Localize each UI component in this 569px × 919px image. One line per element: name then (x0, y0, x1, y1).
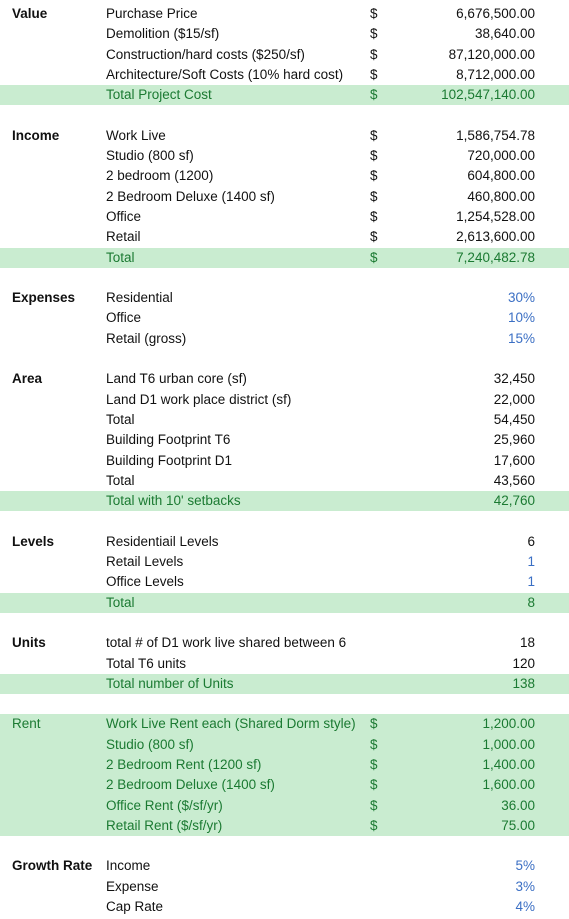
currency-symbol: $ (370, 66, 378, 82)
table-row[interactable] (0, 369, 569, 389)
row-label: Architecture/Soft Costs (10% hard cost) (106, 66, 344, 82)
table-row[interactable] (0, 633, 569, 653)
table-row[interactable] (0, 552, 569, 572)
row-label: Building Footprint D1 (106, 452, 233, 468)
currency-symbol: $ (370, 188, 378, 204)
row-label: Total T6 units (106, 655, 187, 671)
table-row[interactable] (0, 471, 569, 491)
row-label: Retail (106, 229, 141, 245)
table-row[interactable] (0, 65, 569, 85)
row-value: 22,000 (493, 391, 535, 407)
currency-symbol: $ (370, 249, 378, 265)
row-label: Land D1 work place district (sf) (106, 391, 292, 407)
row-value: 10% (507, 310, 535, 326)
currency-symbol: $ (370, 756, 378, 772)
row-value: 18 (519, 635, 535, 651)
row-label: 2 Bedroom Deluxe (1400 sf) (106, 777, 275, 793)
currency-symbol: $ (370, 127, 378, 143)
row-value: 87,120,000.00 (448, 46, 535, 62)
currency-symbol: $ (370, 817, 378, 833)
row-value: 25,960 (493, 432, 535, 448)
spacer-row (0, 511, 569, 531)
spacer-row (0, 836, 569, 856)
table-row[interactable] (0, 146, 569, 166)
currency-symbol: $ (370, 26, 378, 42)
table-row[interactable] (0, 796, 569, 816)
spacer-row (0, 349, 569, 369)
table-row[interactable] (0, 775, 569, 795)
row-label: Work Live Rent each (Shared Dorm style) (106, 716, 356, 732)
row-value: 720,000.00 (467, 148, 535, 164)
total-value: 8 (527, 594, 535, 610)
row-value: 1,600.00 (482, 777, 535, 793)
section-label-value: Value (12, 6, 48, 21)
row-value: 3% (515, 878, 535, 894)
currency-symbol: $ (370, 87, 378, 103)
table-row[interactable] (0, 308, 569, 328)
row-value: 75.00 (501, 817, 535, 833)
row-label: Expense (106, 878, 159, 894)
table-row[interactable] (0, 329, 569, 349)
row-label: Total (106, 411, 135, 427)
section-label-area: Area (12, 371, 43, 387)
section-label-income: Income (12, 127, 60, 143)
table-row[interactable] (0, 856, 569, 876)
row-value: 460,800.00 (467, 188, 535, 204)
table-row[interactable] (0, 877, 569, 897)
total-value: 138 (512, 675, 535, 691)
section-label-units: Units (12, 635, 46, 651)
section-label-levels: Levels (12, 533, 55, 549)
row-label: Residential (106, 290, 173, 306)
table-row[interactable] (0, 227, 569, 247)
row-value: 1 (527, 554, 535, 570)
table-row[interactable] (0, 45, 569, 65)
row-value: 54,450 (493, 411, 535, 427)
row-value: 43,560 (493, 472, 535, 488)
currency-symbol: $ (370, 148, 378, 164)
row-label: Construction/hard costs ($250/sf) (106, 46, 305, 62)
currency-symbol: $ (370, 208, 378, 224)
section-label-expenses: Expenses (12, 290, 76, 306)
total-row[interactable] (0, 674, 569, 694)
row-value: 5% (515, 858, 535, 874)
row-label: Studio (800 sf) (106, 148, 194, 164)
row-value: 604,800.00 (467, 168, 535, 184)
total-label: Total number of Units (106, 675, 234, 691)
total-value: 7,240,482.78 (456, 249, 535, 265)
row-label: Cap Rate (106, 899, 164, 915)
table-row[interactable] (0, 24, 569, 44)
currency-symbol: $ (370, 736, 378, 752)
row-value: 1 (527, 574, 535, 590)
total-row[interactable] (0, 248, 569, 268)
total-label: Total (106, 594, 135, 610)
currency-symbol: $ (370, 716, 378, 732)
table-row[interactable] (0, 735, 569, 755)
row-value: 32,450 (493, 371, 535, 387)
section-label-rent: Rent (12, 716, 41, 732)
table-row[interactable] (0, 126, 569, 146)
spacer-row (0, 613, 569, 633)
row-label: Demolition ($15/sf) (106, 26, 220, 42)
total-label: Total Project Cost (106, 87, 212, 103)
table-row[interactable] (0, 572, 569, 592)
total-row[interactable] (0, 593, 569, 613)
total-value: 102,547,140.00 (441, 87, 535, 103)
row-label: Office Rent ($/sf/yr) (106, 797, 223, 813)
table-row[interactable] (0, 390, 569, 410)
table-row[interactable] (0, 187, 569, 207)
total-label: Total with 10' setbacks (106, 493, 241, 509)
row-value: 1,200.00 (482, 716, 535, 732)
spacer-row (0, 105, 569, 125)
row-value: 17,600 (493, 452, 535, 468)
total-row[interactable] (0, 85, 569, 105)
row-value: 30% (507, 290, 535, 306)
table-row[interactable] (0, 755, 569, 775)
row-label: total # of D1 work live shared between 6 (106, 635, 347, 651)
row-label: Retail Rent ($/sf/yr) (106, 817, 223, 833)
currency-symbol: $ (370, 46, 378, 62)
row-label: Residentiail Levels (106, 533, 219, 549)
spacer-row (0, 694, 569, 714)
row-value: 6,676,500.00 (456, 6, 535, 21)
table-row[interactable] (0, 451, 569, 471)
row-label: Retail Levels (106, 554, 184, 570)
table-row[interactable] (0, 410, 569, 430)
total-value: 42,760 (493, 493, 535, 509)
row-label: 2 bedroom (1200) (106, 168, 214, 184)
table-row[interactable] (0, 207, 569, 227)
currency-symbol: $ (370, 777, 378, 793)
row-value: 8,712,000.00 (456, 66, 535, 82)
table-row[interactable] (0, 4, 569, 24)
row-value: 1,586,754.78 (456, 127, 535, 143)
row-label: Office Levels (106, 574, 184, 590)
row-label: Building Footprint T6 (106, 432, 231, 448)
total-row[interactable] (0, 491, 569, 511)
currency-symbol: $ (370, 229, 378, 245)
spacer-row (0, 268, 569, 288)
section-label-growth-rate: Growth Rate (12, 858, 93, 874)
currency-symbol: $ (370, 6, 378, 21)
row-value: 1,000.00 (482, 736, 535, 752)
row-label: Studio (800 sf) (106, 736, 194, 752)
row-label: 2 Bedroom Deluxe (1400 sf) (106, 188, 275, 204)
total-label: Total (106, 249, 135, 265)
table-row[interactable] (0, 430, 569, 450)
table-row[interactable] (0, 816, 569, 836)
row-value: 4% (515, 899, 535, 915)
row-value: 6 (527, 533, 535, 549)
row-label: Land T6 urban core (sf) (106, 371, 247, 387)
row-label: Work Live (106, 127, 166, 143)
row-value: 1,400.00 (482, 756, 535, 772)
table-row[interactable] (0, 897, 569, 917)
row-label: Office (106, 208, 142, 224)
row-label: Income (106, 858, 151, 874)
row-label: Retail (gross) (106, 330, 187, 346)
currency-symbol: $ (370, 168, 378, 184)
table-row[interactable] (0, 288, 569, 308)
spreadsheet (0, 4, 569, 917)
row-value: 2,613,600.00 (456, 229, 535, 245)
row-label: Office (106, 310, 142, 326)
currency-symbol: $ (370, 797, 378, 813)
table-row[interactable] (0, 714, 569, 734)
row-value: 36.00 (501, 797, 535, 813)
row-value: 120 (512, 655, 535, 671)
row-label: 2 Bedroom Rent (1200 sf) (106, 756, 262, 772)
row-label: Total (106, 472, 135, 488)
row-value: 1,254,528.00 (456, 208, 535, 224)
row-value: 15% (507, 330, 535, 346)
table-row[interactable] (0, 532, 569, 552)
table-row[interactable] (0, 166, 569, 186)
row-label: Purchase Price (106, 6, 198, 21)
row-value: 38,640.00 (474, 26, 535, 42)
table-row[interactable] (0, 654, 569, 674)
